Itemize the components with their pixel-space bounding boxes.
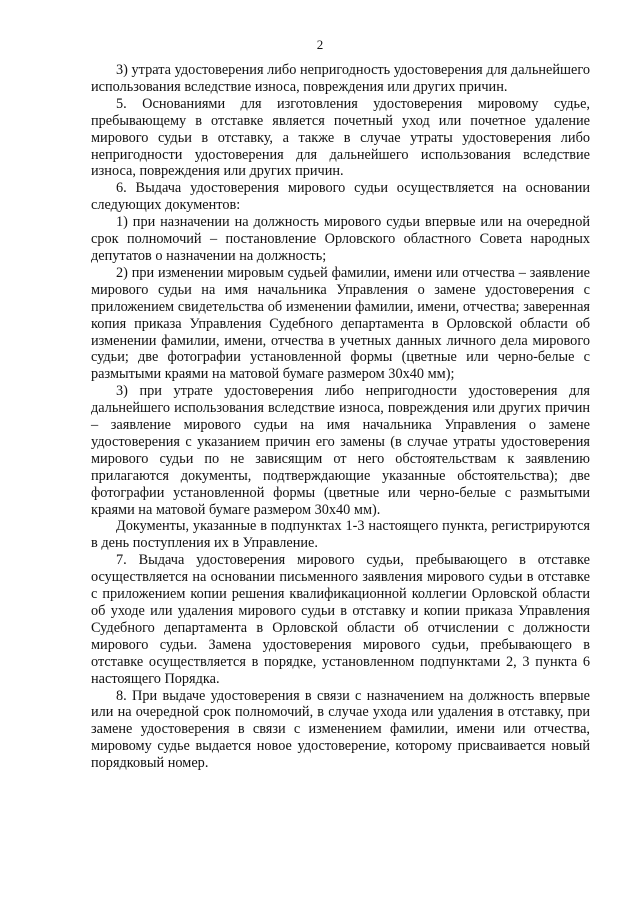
paragraph-7-retired: 7. Выдача удостоверения мирового судьи, пребывающего в отставке осуществляется на основании письменного заявления мирового судьи в отставке с приложением копии решения квалификационной коллегии Орловской области об уходе или удаления мирового судьи в отставку и копии приказа Управления Судебного департамента в Орловской области об отчислении с должности мирового судьи. Замена удостоверения мирового судьи, пребывающего в отставке осуществляется в порядке, установленном подпунктами 2, 3 пункта 6 настоящего Порядка.: [91, 552, 590, 687]
document-body: [91, 62, 590, 772]
paragraph-6-3-loss: 3) при утрате удостоверения либо непригодности удостоверения для дальнейшего использования вследствие износа, повреждения или других причин – заявление мирового судьи на имя начальника Управления о замене удостоверения с указанием причин его замены (в случае утраты удостоверения мирового судьи по не зависящим от него обстоятельствам к заявлению прилагаются документы, подтверждающие указанные обстоятельства); две фотографии установленной формы (цветные или черно-белые с размытыми краями на матовой бумаге размером 30х40 мм).: [91, 383, 590, 518]
paragraph-item-3-loss: 3) утрата удостоверения либо непригодность удостоверения для дальнейшего использования вследствие износа, повреждения или других причин.: [91, 62, 590, 95]
paragraph-6-2-name-change: 2) при изменении мировым судьей фамилии, имени или отчества – заявление мирового судьи на имя начальника Управления о замене удостоверения с приложением свидетельства об изменении фамилии, имени, отчества; заверенная копия приказа Управления Судебного департамента в Орловской области об изменении фамилии, имени, отчества в учетных данных личного дела мирового судьи; две фотографии установленной формы (цветные или черно-белые с размытыми краями на матовой бумаге размером 30х40 мм);: [91, 264, 590, 383]
paragraph-6-registration: Документы, указанные в подпунктах 1-3 настоящего пункта, регистрируются в день поступления их в Управление.: [91, 518, 590, 552]
paragraph-5-grounds: 5. Основаниями для изготовления удостоверения мировому судье, пребывающему в отставке является почетный уход или почетное удаление мирового судьи в отставку, а также в случае утраты удостоверения либо непригодности удостоверения для дальнейшего использования вследствие износа, повреждения или других причин.: [91, 95, 590, 180]
page-number: 2: [316, 37, 324, 52]
paragraph-6-issuance: 6. Выдача удостоверения мирового судьи осуществляется на основании следующих документов:: [91, 180, 590, 214]
paragraph-8-new-certificate: 8. При выдаче удостоверения в связи с назначением на должность впервые или на очередной срок полномочий, в случае ухода или удаления в отставку, при замене удостоверения в связи с изменением фамилии, имени или отчества, мировому судье выдается новое удостоверение, которому присваивается новый порядковый номер.: [91, 687, 590, 772]
paragraph-6-1-appointment: 1) при назначении на должность мирового судьи впервые или на очередной срок полномочий – постановление Орловского областного Совета народных депутатов о назначении на должность;: [91, 214, 590, 264]
